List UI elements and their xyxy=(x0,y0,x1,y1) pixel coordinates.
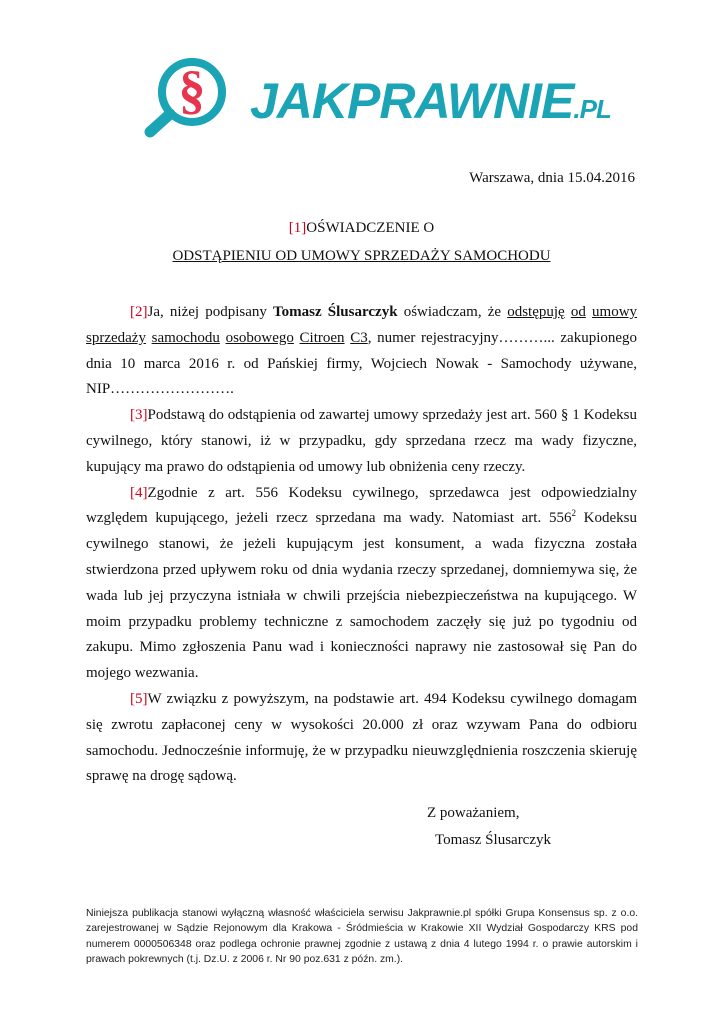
paragraph-1: [2]Ja, niżej podpisany Tomasz Ślusarczyk oświadczam, że odstępuję od umowy sprzedaży samochodu osobowego Citroen C3, numer rejestracyjny………... zakupionego dnia 10 marca 2016 r. od Pańskiej firmy, Wojciech Nowak - Samochody używane, NIP……………………. xyxy=(86,304,638,398)
paragraph-3: [4]Zgodnie z art. 556 Kodeksu cywilnego, sprzedawca jest odpowiedzialny względem kupującego, jeżeli rzecz sprzedana ma wady. Natomiast art. $556^2$ Kodeksu cywilnego stanowi, że jeżeli kupującym jest konsument, a wada fizyczna została stwierdzona przed upływem roku od dnia wydania rzeczy sprzedanej, domniemywa się, że wada lub jej przyczyna istniała w chwili przejścia niebezpieczeństwa na kupującego. W moim przypadku problemy techniczne z samochodem zaczęły się już po tygodniu od zakupu. Mimo zgłoszenia Panu wad i konieczności naprawy nie zastosował się Pan do mojego wezwania. xyxy=(86,484,638,682)
paragraph-magnifier-icon xyxy=(140,50,250,140)
signature: Tomasz Ślusarczyk xyxy=(435,832,552,848)
date-line: Warszawa, dnia 15.04.2016 xyxy=(469,170,635,186)
reference-marker: [2] xyxy=(130,304,148,320)
logo xyxy=(140,50,611,140)
reference-marker: [5] xyxy=(130,690,148,707)
reference-marker: [1] xyxy=(288,220,307,236)
reference-marker: [3] xyxy=(130,407,148,424)
document-title: [1]OŚWIADCZENIE O xyxy=(288,220,435,236)
greeting: Z poważaniem, xyxy=(427,805,520,821)
closing xyxy=(427,800,551,854)
paragraph-4: [5]W związku z powyższym, na podstawie art. 494 Kodeksu cywilnego domagam się zwrotu zapłaconej ceny w wysokości 20.000 zł oraz wzywam Pana do odbioru samochodu. Jednocześnie informuję, że w przypadku nieuwzględnienia roszczenia skieruję sprawę na drogę sądową. xyxy=(86,690,637,785)
document-body xyxy=(86,300,637,790)
logo-wordmark: JAKPRAWNIE.PL xyxy=(250,73,611,129)
paragraph-2: [3]Podstawą do odstąpienia od zawartej umowy sprzedaży jest art. 560 § 1 Kodeksu cywilnego, który stanowi, iż w przypadku, gdy sprzedana rzecz ma wady fizyczne, kupujący ma prawo do odstąpienia od umowy lub obniżenia ceny rzeczy. xyxy=(86,407,637,475)
declarant-name: Tomasz Ślusarczyk xyxy=(273,304,398,320)
document-subtitle: ODSTĄPIENIU OD UMOWY SPRZEDAŻY SAMOCHODU xyxy=(172,248,551,264)
footer-notice: Niniejsza publikacja stanowi wyłączną własność właściciela serwisu Jakprawnie.pl spółki Grupa Konsensus sp. z o.o. zarejestrowanej w Sądzie Rejonowym dla Krakowa - Śródmieścia w Krakowie XII Wydział Gospodarczy KRS pod numerem 0000506348 oraz podlega ochronie prawnej zgodnie z ustawą z dnia 4 lutego 1994 r. o prawie autorskim i prawach pokrewnych (t.j. Dz.U. z 2006 r. Nr 90 poz.631 z późn. zm.). xyxy=(86,908,638,965)
svg-text:§: § xyxy=(178,60,206,120)
reference-marker: [4] xyxy=(130,484,148,501)
